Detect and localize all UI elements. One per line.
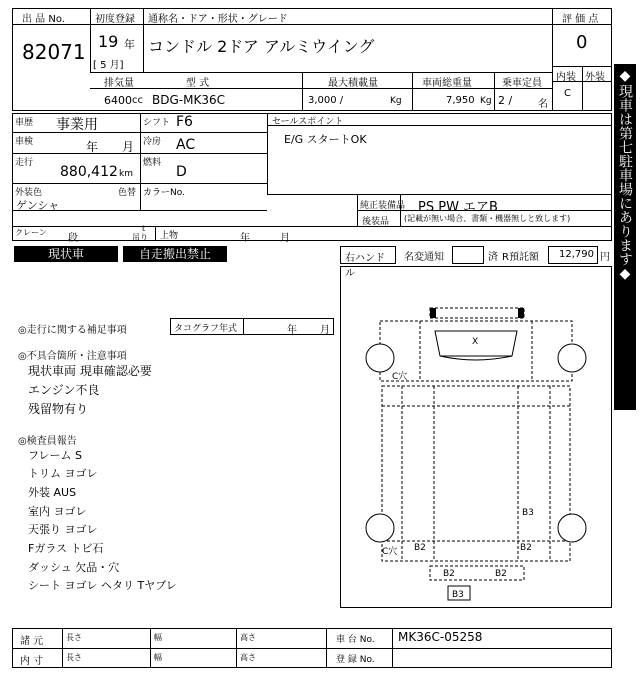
boarding-month: 月: [280, 233, 290, 244]
divider: [12, 648, 612, 649]
shift: F6: [176, 114, 193, 130]
mileage-unit: km: [119, 169, 133, 179]
inspection-year: 年: [86, 140, 99, 154]
divider: [12, 132, 267, 133]
reg-year: 19: [98, 32, 119, 51]
windshield-arc: [440, 356, 512, 360]
divider: [236, 628, 237, 668]
cab-outline: [380, 321, 572, 381]
mirror-right: [518, 308, 524, 318]
crane-t: t: [142, 224, 146, 233]
history-label: 車歴: [15, 118, 34, 128]
capacity: 2 /: [498, 94, 513, 107]
divider: [150, 628, 151, 668]
divider: [392, 628, 393, 668]
divider: [400, 210, 401, 226]
divider: [494, 72, 495, 111]
displacement: 6400: [104, 94, 132, 107]
divider: [140, 113, 141, 210]
inspector-label: ◎検査員報告: [18, 436, 77, 447]
model-label: 型 式: [186, 78, 210, 89]
max-load-label: 最大積載量: [328, 78, 378, 89]
height-label-2: 高さ: [240, 653, 256, 662]
ext-color-label: 外装色: [15, 188, 43, 198]
defect-1: 現状車両 現車確認必要: [28, 364, 152, 378]
no-self-drive-tag: 自走搬出禁止: [123, 246, 227, 262]
displacement-label: 排気量: [104, 78, 134, 89]
steering-box: [340, 246, 396, 279]
chassis: MK36C-05258: [398, 630, 483, 644]
defect-3: 残留物有り: [28, 402, 89, 416]
recycle-deposit-label: R預託額: [502, 252, 539, 263]
damage-mark: B3: [522, 508, 534, 518]
lot-no: 82071: [22, 40, 86, 64]
inspector-7: ダッシュ 欠品・穴: [28, 561, 120, 574]
inspector-8: シート ヨゴレ ヘタリ Tヤブレ: [28, 579, 177, 592]
damage-mark: B2: [520, 543, 532, 553]
divider: [62, 628, 63, 668]
recycle-deposit: 12,790: [559, 249, 594, 260]
specs-label: 諸 元: [20, 636, 44, 647]
boarding-label: 上物: [160, 231, 179, 241]
damage-mark: B2: [495, 569, 507, 579]
length-label-2: 長さ: [66, 653, 82, 662]
car-name: コンドル 2ドア アルミウイング: [148, 37, 375, 56]
gross-weight-label: 車両総重量: [422, 78, 472, 89]
capacity-unit: 名: [538, 99, 548, 110]
inner-label: 内 寸: [20, 656, 44, 667]
color-change-label: 色替: [118, 188, 137, 198]
registration-label: 登 録 No.: [336, 655, 375, 665]
boarding-year: 年: [240, 233, 250, 244]
lot-no-label: 出 品 No.: [22, 14, 65, 25]
damage-mark: B3: [452, 590, 464, 600]
current-car-tag: 現状車: [14, 246, 118, 262]
divider: [90, 88, 552, 89]
fuel-label: 燃料: [143, 158, 162, 168]
gross-weight-unit: Kg: [480, 96, 492, 106]
fuel: D: [176, 164, 187, 180]
shift-label: シフト: [143, 118, 171, 128]
history: 事業用: [56, 117, 98, 133]
length-label: 長さ: [66, 633, 82, 642]
crane-hoist: 吊り: [132, 233, 148, 242]
chassis-label: 車 台 No.: [336, 635, 375, 645]
reg-year-unit: 年: [124, 38, 135, 51]
gross-weight: 7,950: [446, 95, 475, 106]
genuine: PS PW エアB: [418, 200, 498, 215]
divider: [90, 72, 552, 73]
capacity-label: 乗車定員: [502, 78, 542, 89]
side-note-text: ◆現車は第七駐車場にあります◆: [617, 68, 633, 282]
running-label: ◎走行に関する補足事項: [18, 325, 127, 336]
vehicle-diagram: [340, 266, 612, 608]
sales-point: E/G スタートOK: [284, 133, 367, 146]
defects-label: ◎不具合箇所・注意事項: [18, 351, 127, 362]
color-no-label: カラーNo.: [143, 188, 185, 198]
cab-roof: [430, 308, 524, 318]
eval-label: 評 価 点: [562, 14, 599, 25]
damage-mark: C穴: [392, 372, 408, 382]
wheel-rear-right: [558, 514, 586, 542]
aircon: AC: [176, 137, 196, 153]
divider: [12, 153, 267, 154]
eval-score: 0: [576, 32, 588, 53]
height-label: 高さ: [240, 633, 256, 642]
max-load-unit: Kg: [390, 96, 402, 106]
crane-step: 段: [68, 233, 78, 244]
genuine-label: 純正装備品: [360, 201, 406, 211]
aircon-label: 冷房: [143, 137, 162, 147]
divider: [243, 318, 244, 335]
reg-month: [ 5 月]: [93, 60, 124, 71]
recycle-deposit-box: [548, 246, 598, 264]
divider: [155, 226, 156, 241]
model: BDG-MK36C: [152, 93, 225, 107]
divider: [582, 66, 583, 111]
inspector-4: 室内 ヨゴレ: [28, 505, 87, 518]
tacho-year: 年: [287, 325, 297, 336]
name-label: 通称名・ドア・形状・グレード: [148, 14, 288, 25]
mirror-left: [430, 308, 436, 318]
width-label-2: 幅: [154, 653, 162, 662]
inspector-2: トリム ヨゴレ: [28, 467, 98, 480]
recycle-label: 済: [488, 252, 498, 263]
recycle-unit: 円: [600, 252, 610, 263]
interior-grade: C: [564, 88, 571, 99]
width-label: 幅: [154, 633, 162, 642]
sales-point-label: セールスポイント: [272, 117, 344, 127]
tacho-label: タコグラフ年式: [174, 324, 238, 334]
damage-mark: C穴: [382, 547, 398, 557]
inspection-label: 車検: [15, 137, 34, 147]
inspector-1: フレーム S: [28, 449, 83, 462]
wheel-rear-left: [366, 514, 394, 542]
aftermarket-label: 後装品: [362, 217, 390, 227]
inspector-6: Fガラス トビ石: [28, 542, 104, 555]
ext-color: ゲンシャ: [16, 199, 60, 212]
defect-2: エンジン不良: [28, 383, 100, 397]
damage-mark: B2: [443, 569, 455, 579]
mileage-label: 走行: [15, 158, 34, 168]
damage-mark: B2: [414, 543, 426, 553]
name-change-label: 名変通知: [404, 252, 444, 263]
wheel-front-left: [366, 344, 394, 372]
max-load: 3,000 /: [308, 95, 344, 106]
cargo-body: [382, 386, 570, 561]
divider: [302, 72, 303, 111]
damage-mark: X: [472, 337, 479, 347]
aftermarket-note: (記載が無い場合、書類・機器無しと致します): [404, 214, 571, 223]
divider: [90, 8, 91, 72]
displacement-unit: cc: [132, 95, 143, 106]
exterior-label: 外装: [585, 72, 605, 83]
tacho-month: 月: [320, 325, 330, 336]
divider: [326, 628, 327, 668]
first-reg-label: 初度登録: [95, 14, 135, 25]
inspector-5: 天張り ヨゴレ: [28, 523, 98, 536]
side-note: [614, 64, 636, 410]
divider: [12, 183, 267, 184]
inspection-month: 月: [122, 140, 135, 154]
interior-label: 内装: [556, 72, 576, 83]
divider: [12, 226, 612, 227]
steering: 右ハンドル: [345, 253, 385, 279]
mileage: 880,412: [60, 164, 118, 180]
name-change-box: [452, 246, 484, 264]
divider: [412, 72, 413, 111]
crane-label: クレーン: [15, 228, 47, 237]
inspector-3: 外装 AUS: [28, 486, 77, 499]
divider: [143, 8, 144, 72]
wheel-front-right: [558, 344, 586, 372]
divider: [267, 194, 612, 195]
